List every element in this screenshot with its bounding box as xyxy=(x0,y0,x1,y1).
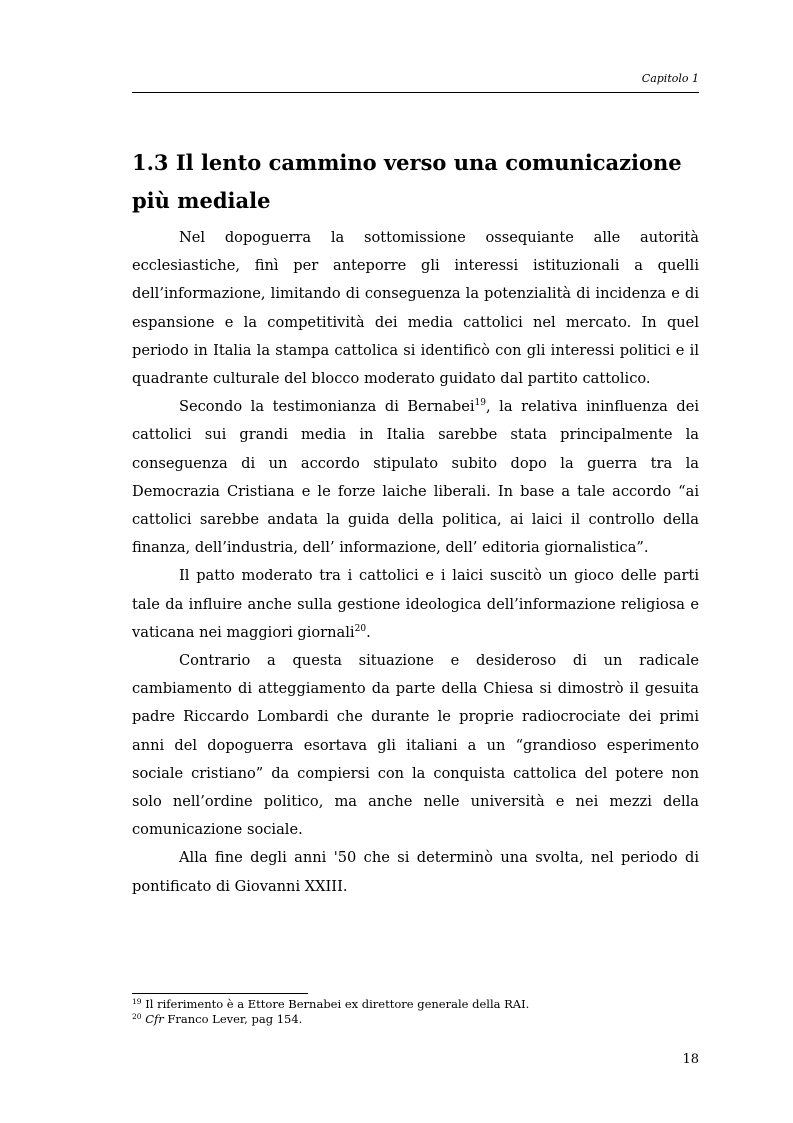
footnote-20-cfr: Cfr xyxy=(145,1012,164,1026)
section-title: 1.3 Il lento cammino verso una comunicazione più mediale xyxy=(132,150,682,213)
footnote-20 xyxy=(132,1012,699,1027)
paragraph-2-text-b: , la relativa ininfluenza dei cattolici sui grandi media in Italia sarebbe stata principalmente la conseguenza di un accordo stipulato subito dopo la guerra tra la Democrazia Cristiana e le forze laiche liberali. In base a tale accordo “ai cattolici sarebbe andata la guida della politica, ai laici il controllo della finanza, dell’industria, dell’ informazione, dell’ editoria giornalistica”. xyxy=(132,398,699,557)
footnote-ref-20[interactable]: 20 xyxy=(354,623,367,634)
running-header: Capitolo 1 xyxy=(641,72,699,85)
footnote-ref-19[interactable]: 19 xyxy=(474,398,486,409)
paragraph-3-text-a: Il patto moderato tra i cattolici e i laici suscitò un gioco delle parti tale da influire anche sulla gestione ideologica dell’informazione religiosa e vaticana nei maggiori giornali xyxy=(132,567,699,641)
paragraph-3 xyxy=(132,562,699,647)
body-text xyxy=(132,224,699,901)
header-rule xyxy=(132,92,699,93)
footnotes xyxy=(132,997,699,1027)
footnote-19-text: Il riferimento è a Ettore Bernabei ex direttore generale della RAI. xyxy=(141,997,530,1011)
footnote-20-number: 20 xyxy=(132,1012,142,1021)
paragraph-4: Contrario a questa situazione e desideroso di un radicale cambiamento di atteggiamento da parte della Chiesa si dimostrò il gesuita padre Riccardo Lombardi che durante le proprie radiocrociate dei primi anni del dopoguerra esortava gli italiani a un “grandioso esperimento sociale cristiano” da compiersi con la conquista cattolica del potere non solo nell’ordine politico, ma anche nelle università e nei mezzi della comunicazione sociale. xyxy=(132,652,699,839)
footnote-20-text: Franco Lever, pag 154. xyxy=(163,1012,303,1026)
footnote-rule xyxy=(132,993,308,994)
page-number: 18 xyxy=(682,1052,699,1067)
footnote-19 xyxy=(132,997,699,1012)
paragraph-2-text-a: Secondo la testimonianza di Bernabei xyxy=(179,398,475,416)
paragraph-1: Nel dopoguerra la sottomissione ossequiante alle autorità ecclesiastiche, finì per anteporre gli interessi istituzionali a quelli dell’informazione, limitando di conseguenza la potenzialità di incidenza e di espansione e la competitività dei media cattolici nel mercato. In quel periodo in Italia la stampa cattolica si identificò con gli interessi politici e il quadrante culturale del blocco moderato guidato dal partito cattolico. xyxy=(132,229,699,388)
paragraph-2 xyxy=(132,393,699,562)
paragraph-5: Alla fine degli anni '50 che si determinò una svolta, nel periodo di pontificato di Giovanni XXIII. xyxy=(132,849,699,895)
paragraph-3-text-b: . xyxy=(366,623,371,641)
footnote-19-number: 19 xyxy=(132,997,142,1006)
